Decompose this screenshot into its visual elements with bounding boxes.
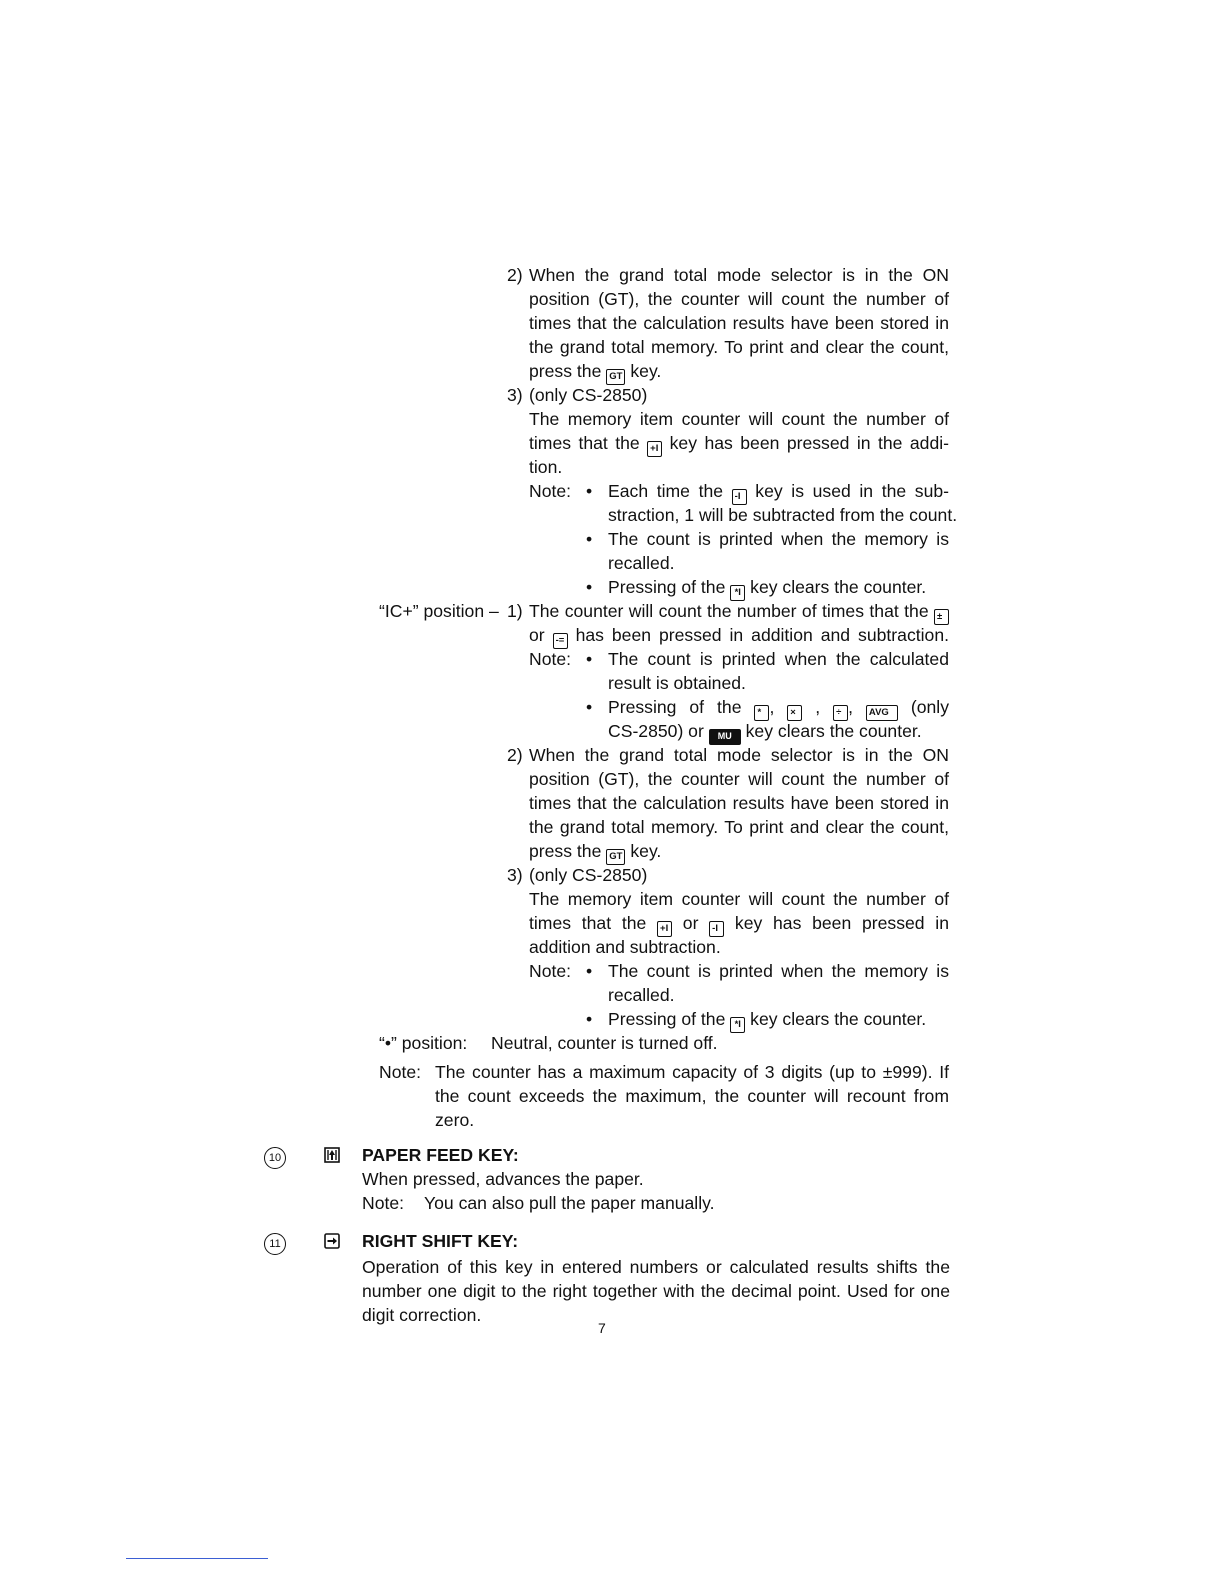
text-line — [529, 911, 949, 935]
right-arrow-icon — [324, 1233, 340, 1249]
list-marker: 1) — [507, 601, 523, 621]
text-line: addition and subtraction. — [529, 937, 721, 957]
text-fragment: or — [682, 913, 699, 933]
paper-feed-icon — [324, 1147, 340, 1163]
text-fragment: Pressing of the — [608, 1009, 726, 1029]
note-label: Note: — [529, 481, 572, 501]
paper-feed-key-symbol — [324, 1143, 340, 1167]
text-line: the count exceeds the maximum, the counter will recount from — [435, 1086, 949, 1106]
note-label: Note: — [529, 649, 572, 669]
item-number — [264, 1143, 286, 1167]
text-line: straction, 1 will be subtracted from the count. — [608, 505, 958, 525]
bullet: • — [586, 481, 593, 501]
list-marker: 3) — [507, 865, 523, 885]
text-line: Pressing of the * , × , ÷ , AVG (only — [608, 695, 949, 719]
item-number — [264, 1229, 286, 1253]
text-fragment: (only — [910, 697, 950, 717]
gt-key-icon: GT — [606, 849, 625, 865]
text-line — [608, 719, 922, 743]
text-line: When pressed, advances the paper. — [362, 1169, 644, 1189]
memory-recall-clear-key-icon: *I — [730, 585, 745, 601]
mu-key-icon: MU — [709, 729, 741, 745]
text-line: Neutral, counter is turned off. — [491, 1033, 718, 1053]
text-line: the grand total memory. To print and clear the count, — [529, 817, 949, 837]
text-line — [529, 623, 949, 647]
text-line: number one digit to the right together with the decimal point. Used for one — [362, 1281, 950, 1301]
text-line: When the grand total mode selector is in the ON — [529, 265, 949, 285]
text-line: The memory item counter will count the number of — [529, 409, 949, 429]
text-line — [529, 359, 661, 383]
plus-memory-key-icon: +I — [657, 921, 672, 937]
text-fragment: key clears the counter. — [750, 1009, 927, 1029]
total-key-icon: * — [754, 705, 769, 721]
bullet: • — [586, 577, 593, 597]
multiply-key-icon: × — [787, 705, 802, 721]
text-fragment: key clears the counter. — [750, 577, 927, 597]
plus-memory-key-icon: +I — [647, 441, 662, 457]
text-line: recalled. — [608, 553, 675, 573]
section-heading: PAPER FEED KEY: — [362, 1145, 519, 1165]
text-fragment: key clears the counter. — [745, 721, 922, 741]
text-line: The count is printed when the memory is — [608, 961, 949, 981]
text-line: position (GT), the counter will count the number of — [529, 289, 949, 309]
section-heading: RIGHT SHIFT KEY: — [362, 1231, 519, 1251]
text-fragment: Pressing of the — [608, 697, 742, 717]
text-fragment: key has been pressed in the addi- — [669, 433, 950, 453]
text-line: Operation of this key in entered numbers or calculated results shifts the — [362, 1257, 950, 1277]
minus-memory-key-icon: -I — [709, 921, 724, 937]
text-line: The count is printed when the calculated — [608, 649, 949, 669]
bullet: • — [586, 529, 593, 549]
footer-rule — [126, 1558, 268, 1559]
plus-equals-key-icon: ± — [934, 609, 949, 625]
text-line: times that the calculation results have been stored in — [529, 313, 949, 333]
position-label: “•” position: — [379, 1033, 468, 1053]
text-line — [529, 599, 949, 623]
text-line — [529, 839, 661, 863]
list-marker: 3) — [507, 385, 523, 405]
avg-key-icon: AVG — [866, 705, 898, 721]
bullet: • — [586, 649, 593, 669]
text-line: The counter has a maximum capacity of 3 digits (up to ±999). If — [435, 1062, 949, 1082]
note-label: Note: — [379, 1062, 422, 1082]
text-fragment: times that the — [529, 433, 640, 453]
text-line: (only CS-2850) — [529, 865, 648, 885]
text-fragment: CS-2850) or — [608, 721, 704, 741]
text-line: position (GT), the counter will count the number of — [529, 769, 949, 789]
note-label: Note: — [362, 1193, 405, 1213]
text-line: The count is printed when the memory is — [608, 529, 949, 549]
divide-key-icon: ÷ — [833, 705, 848, 721]
text-fragment: key. — [630, 841, 662, 861]
memory-recall-clear-key-icon: *I — [730, 1017, 745, 1033]
text-line: times that the calculation results have been stored in — [529, 793, 949, 813]
text-line: the grand total memory. To print and clear the count, — [529, 337, 949, 357]
bullet: • — [586, 1009, 593, 1029]
text-line — [608, 1007, 926, 1031]
text-line: digit correction. — [362, 1305, 482, 1325]
text-fragment: key has been pressed in — [734, 913, 949, 933]
text-line: When the grand total mode selector is in the ON — [529, 745, 949, 765]
text-line — [608, 575, 926, 599]
page-number: 7 — [598, 1320, 606, 1336]
text-line: zero. — [435, 1110, 475, 1130]
text-fragment: or — [529, 625, 545, 645]
text-fragment: press the — [529, 361, 602, 381]
note-label: Note: — [529, 961, 572, 981]
gt-key-icon: GT — [606, 369, 625, 385]
bullet: • — [586, 697, 593, 717]
minus-memory-key-icon: -I — [732, 489, 747, 505]
text-fragment: The counter will count the number of times that the — [529, 601, 929, 621]
text-line: tion. — [529, 457, 563, 477]
text-fragment: Pressing of the — [608, 577, 726, 597]
bullet: • — [586, 961, 593, 981]
text-fragment: key. — [630, 361, 662, 381]
text-fragment: has been pressed in addition and subtraction. — [575, 625, 949, 645]
text-line: result is obtained. — [608, 673, 746, 693]
text-line: recalled. — [608, 985, 675, 1005]
minus-equals-key-icon: -= — [553, 633, 568, 649]
text-line: You can also pull the paper manually. — [424, 1193, 715, 1213]
text-line — [608, 479, 949, 503]
list-marker: 2) — [507, 745, 523, 765]
text-fragment: key is used in the sub- — [755, 481, 950, 501]
text-line: The memory item counter will count the number of — [529, 889, 949, 909]
text-fragment: Each time the — [608, 481, 724, 501]
right-shift-key-symbol — [324, 1229, 340, 1253]
text-line: (only CS-2850) — [529, 385, 648, 405]
list-marker: 2) — [507, 265, 523, 285]
position-label: “IC+” position – — [379, 601, 499, 621]
text-line — [529, 431, 949, 455]
circled-number-10: 10 — [264, 1147, 286, 1169]
circled-number-11: 11 — [264, 1233, 286, 1255]
text-fragment: press the — [529, 841, 602, 861]
text-fragment: times that the — [529, 913, 647, 933]
